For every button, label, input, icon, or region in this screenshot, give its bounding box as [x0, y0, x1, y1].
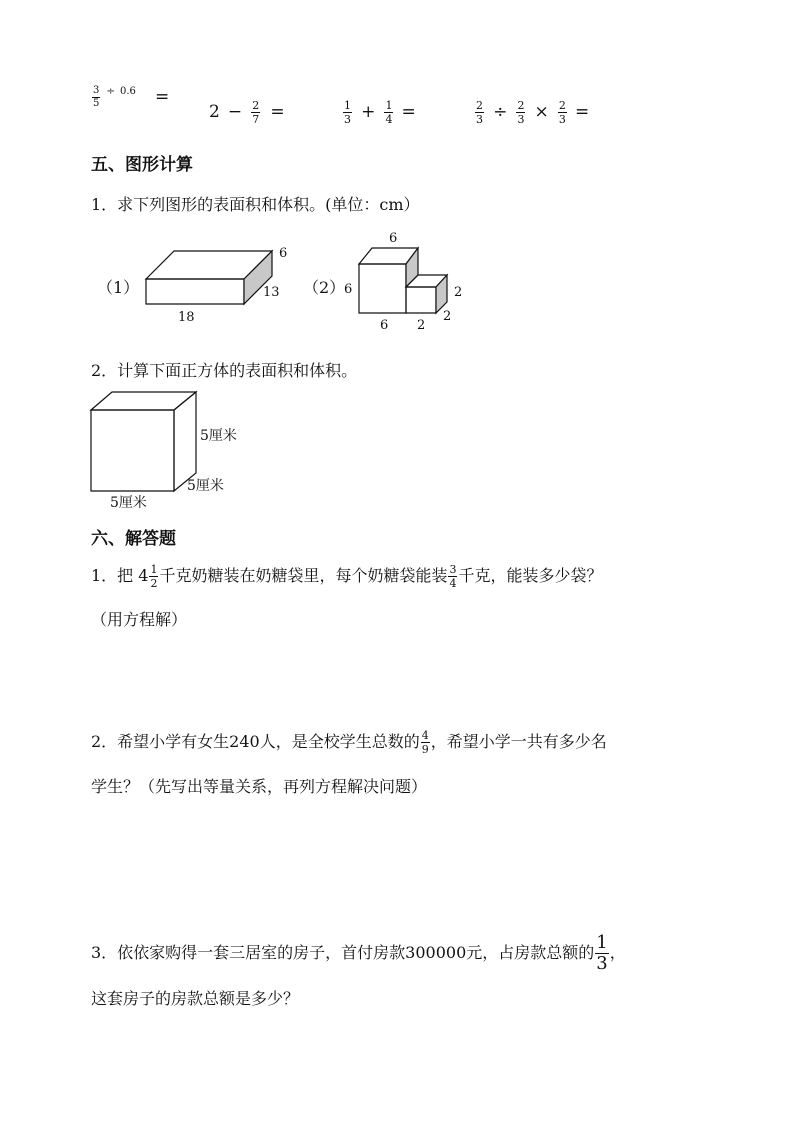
cube-height-label: 5厘米 [200, 428, 237, 444]
fig2-small-bottom-label: 2 [417, 318, 426, 333]
section-6-title: 六、解答题 [91, 529, 176, 549]
fig2-small-right-label: 2 [454, 285, 463, 300]
figure-2-label: （2） [303, 278, 346, 297]
expr-3: $\frac{1}{3}$ + $\frac{1}{4}$ = [344, 99, 416, 126]
section-5-question-1: 1．求下列图形的表面积和体积。(单位：cm） [91, 195, 420, 214]
fig2-bottom-label: 6 [380, 318, 389, 333]
section-5-question-2: 2．计算下面正方体的表面积和体积。 [91, 361, 358, 380]
section-6-question-1: 1．把 4 $\frac{1}{2}$ 千克奶糖装在奶糖袋里，每个奶糖袋能装 $\frac{3}{4}$ 千克，能装多少袋？ [91, 563, 603, 590]
expr-2: 2 − $\frac{2}{7}$ = [209, 99, 285, 126]
fig2-left-label: 6 [344, 282, 353, 297]
fraction: $\frac{2}{3}$ [517, 99, 525, 126]
fig1-width-label: 13 [263, 285, 280, 300]
fig1-length-label: 18 [178, 310, 195, 325]
expr-4: $\frac{2}{3}$ ÷ $\frac{2}{3}$ × $\frac{2}{3}$ = [476, 99, 590, 126]
expr-1: $\frac{3}{5}$ ÷ $^{0.6}$ = [93, 85, 170, 109]
section-6-question-3-line2: 这套房子的房款总额是多少？ [91, 989, 300, 1008]
fraction: $\frac{3}{5}$ [93, 85, 100, 109]
fraction: $\frac{2}{7}$ [252, 99, 260, 126]
fraction: $\frac{1}{3}$ [344, 99, 351, 126]
fraction: $\frac{3}{4}$ [449, 563, 457, 590]
fraction: $\frac{1}{2}$ [150, 563, 158, 590]
fraction: $\frac{2}{3}$ [558, 99, 566, 126]
cube-width-label: 5厘米 [110, 495, 147, 511]
figure-1-label: （1） [97, 278, 140, 297]
section-6-question-2: 2．希望小学有女生240人，是全校学生总数的 $\frac{4}{9}$ ，希望小学一共有多少名 [91, 729, 607, 756]
fraction: $\frac{1}{4}$ [385, 99, 393, 126]
fraction: $\frac{4}{9}$ [421, 729, 429, 756]
cube-depth-label: 5厘米 [187, 478, 224, 494]
section-6-question-2-line2: 学生？（先写出等量关系，再列方程解决问题） [91, 777, 428, 796]
fraction: $\frac{1}{3}$ [596, 932, 608, 974]
fig1-height-label: 6 [279, 246, 288, 261]
section-6-question-3: 3．依依家购得一套三居室的房子，首付房款300000元，占房款总额的 $\frac{1}{3}$ ， [91, 932, 626, 974]
fig2-small-depth-label: 2 [443, 309, 452, 324]
fraction: $\frac{2}{3}$ [476, 99, 483, 126]
section-6-question-1-line2: （用方程解） [91, 610, 188, 629]
fig2-top-label: 6 [389, 231, 398, 246]
section-5-title: 五、图形计算 [91, 155, 193, 175]
